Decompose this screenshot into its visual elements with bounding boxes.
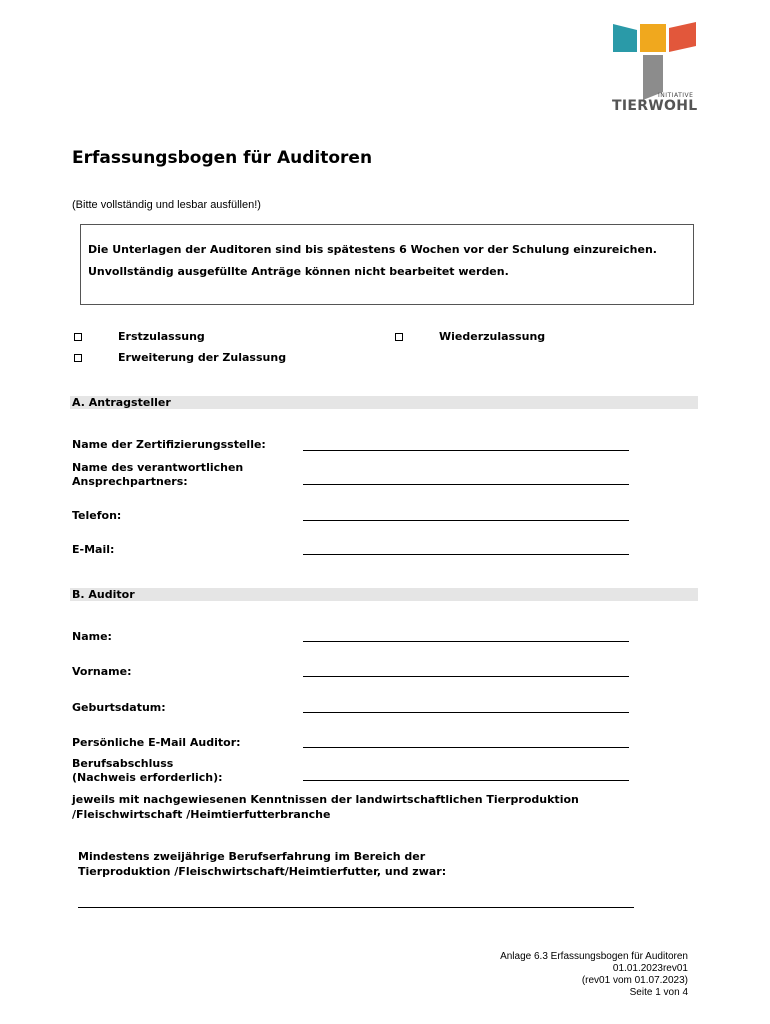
footer-line-1: Anlage 6.3 Erfassungsbogen für Auditoren (500, 951, 688, 962)
field-label-email: E-Mail: (72, 543, 115, 556)
knowledge-note: jeweils mit nachgewiesenen Kenntnissen der landwirtschaftlichen Tierproduktion /Fleischwirtschaft /Heimtierfutterbranche (72, 793, 579, 821)
field-input-name[interactable] (303, 641, 629, 642)
field-label-telefon: Telefon: (72, 509, 122, 522)
checkbox-erstzulassung[interactable] (74, 333, 82, 341)
field-input-vorname[interactable] (303, 676, 629, 677)
page-subtitle: (Bitte vollständig und lesbar ausfüllen!) (72, 199, 261, 211)
field-input-persoenliche-email[interactable] (303, 747, 629, 748)
logo-teal-shape (613, 24, 637, 52)
page-footer (500, 951, 688, 999)
footer-line-3: (rev01 vom 01.07.2023) (581, 975, 688, 986)
checkbox-wiederzulassung[interactable] (395, 333, 403, 341)
logo-red-shape (669, 22, 696, 52)
footer-page-number: Seite 1 von 4 (629, 987, 688, 998)
section-b-heading: B. Auditor (70, 588, 698, 601)
field-label-persoenliche-email: Persönliche E-Mail Auditor: (72, 736, 241, 749)
field-label-name: Name: (72, 630, 112, 643)
logo-initiative-text: INITIATIVE (658, 92, 694, 99)
field-input-experience[interactable] (78, 907, 634, 908)
logo-tierwohl-text: TIERWOHL (612, 98, 698, 114)
option-label-erweiterung: Erweiterung der Zulassung (118, 351, 287, 364)
field-input-telefon[interactable] (303, 520, 629, 521)
field-input-zertifizierungsstelle[interactable] (303, 450, 629, 451)
field-input-geburtsdatum[interactable] (303, 712, 629, 713)
field-input-berufsabschluss[interactable] (303, 780, 629, 781)
experience-label: Mindestens zweijährige Berufserfahrung im Bereich der Tierproduktion /Fleischwirtschaft/Heimtierfutter, und zwar: (78, 850, 447, 878)
field-input-ansprechpartner[interactable] (303, 484, 629, 485)
field-label-geburtsdatum: Geburtsdatum: (72, 701, 166, 714)
field-label-berufsabschluss: Berufsabschluss (Nachweis erforderlich): (72, 757, 223, 784)
field-input-email[interactable] (303, 554, 629, 555)
section-a-heading: A. Antragsteller (70, 396, 698, 409)
notice-line-2: Unvollständig ausgefüllte Anträge können nicht bearbeitet werden. (88, 265, 509, 278)
field-label-vorname: Vorname: (72, 665, 132, 678)
page-title: Erfassungsbogen für Auditoren (72, 148, 373, 168)
notice-line-1: Die Unterlagen der Auditoren sind bis spätestens 6 Wochen vor der Schulung einzureichen. (88, 243, 657, 256)
option-label-wiederzulassung: Wiederzulassung (439, 330, 546, 343)
logo-orange-shape (640, 24, 666, 52)
footer-line-2: 01.01.2023rev01 (612, 963, 688, 974)
field-label-zertifizierungsstelle: Name der Zertifizierungsstelle: (72, 438, 266, 451)
notice-box (80, 224, 694, 305)
option-label-erstzulassung: Erstzulassung (118, 330, 205, 343)
field-label-ansprechpartner: Name des verantwortlichen Ansprechpartners: (72, 461, 244, 488)
checkbox-erweiterung[interactable] (74, 354, 82, 362)
